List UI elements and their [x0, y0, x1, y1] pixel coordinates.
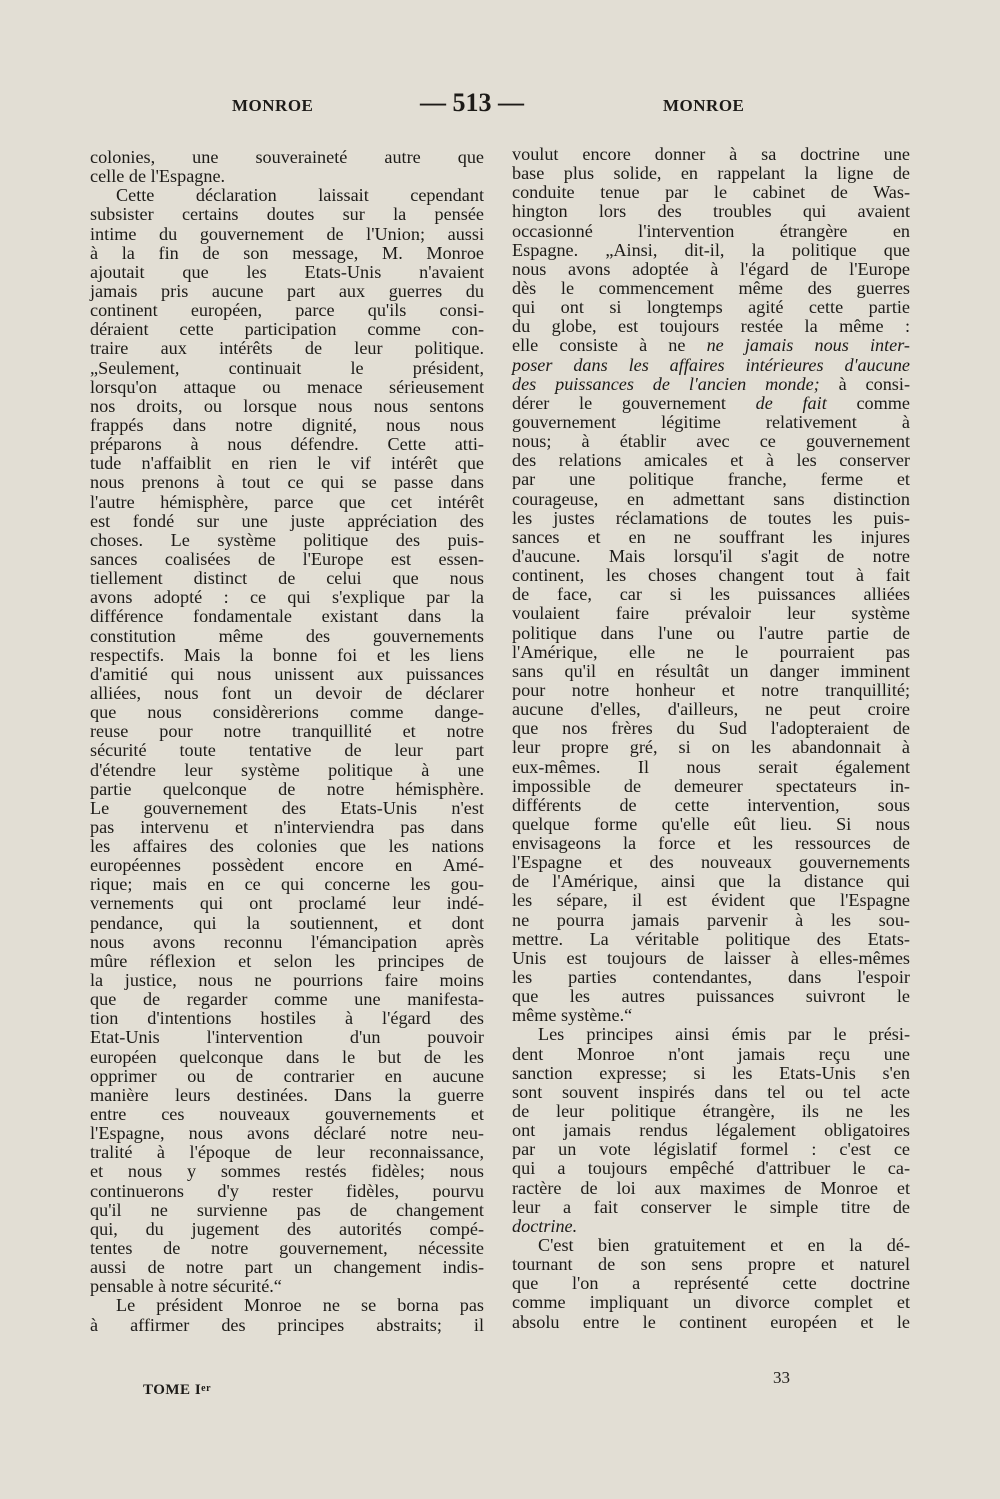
text-line	[512, 509, 910, 528]
text-run: occasionné l'intervention étrangère en	[512, 220, 910, 241]
text-run: elle consiste à ne	[512, 335, 707, 356]
text-run: pensable à notre sécurité.“	[90, 1276, 282, 1297]
text-run: continent, les choses changent tout à fait	[512, 565, 910, 586]
text-line	[90, 1316, 484, 1335]
text-run: sont souvent inspirés dans tel ou tel acte	[512, 1081, 910, 1102]
text-line	[90, 359, 484, 378]
text-run: préparons à nous défendre. Cette atti-	[90, 434, 484, 455]
text-run: ne pourra jamais parvenir à les sou-	[512, 909, 910, 930]
text-line	[90, 1201, 484, 1220]
text-run: et nous y sommes restés fidèles; nous	[90, 1161, 484, 1182]
text-line	[90, 1296, 484, 1315]
text-run: l'Espagne, nous avons déclaré notre neu-	[90, 1123, 484, 1144]
text-run: subsister certains doutes sur la pensée	[90, 204, 484, 225]
text-line	[90, 339, 484, 358]
text-run: qui, du jugement des autorités compé-	[90, 1218, 484, 1239]
text-line	[512, 815, 910, 834]
text-line	[90, 627, 484, 646]
text-line	[90, 167, 484, 186]
text-run: courageuse, en admettant sans distinction	[512, 488, 910, 509]
text-run: l'Espagne et des nouveaux gouvernements	[512, 852, 910, 873]
text-run: Espagne. „Ainsi, dit-il, la politique que	[512, 239, 910, 260]
text-run: voulaient faire prévaloir leur système	[512, 603, 910, 624]
text-run: Le président Monroe ne se borna pas	[116, 1295, 484, 1316]
text-run: vernements qui ont proclamé leur indé-	[90, 893, 484, 914]
text-run: différents de cette intervention, sous	[512, 794, 910, 815]
text-run: qui ont si longtemps agité cette partie	[512, 297, 910, 318]
text-line	[90, 1162, 484, 1181]
text-line	[512, 872, 910, 891]
text-line	[512, 1217, 910, 1236]
text-run: aussi de notre part un changement indis-	[90, 1257, 484, 1278]
text-run: envisageons la force et les ressources de	[512, 833, 910, 854]
text-line	[512, 681, 910, 700]
text-run: continent européen, parce qu'ils consi-	[90, 300, 484, 321]
text-line	[512, 891, 910, 910]
text-line	[90, 665, 484, 684]
text-line	[90, 205, 484, 224]
text-line	[90, 761, 484, 780]
text-run: continuerons d'y rester fidèles, pourvu	[90, 1180, 484, 1201]
text-run: sances coalisées de l'Europe est essen-	[90, 548, 484, 569]
text-run: Les principes ainsi émis par le prési-	[538, 1024, 910, 1045]
text-run: voulut encore donner à sa doctrine une	[512, 144, 910, 164]
text-line	[512, 222, 910, 241]
text-line	[512, 1140, 910, 1159]
running-header	[0, 88, 1000, 128]
text-line	[90, 894, 484, 913]
italic-run: ne jamais nous inter-	[706, 335, 910, 356]
text-run: que les autres puissances suivront le	[512, 986, 910, 1007]
text-line	[90, 646, 484, 665]
text-run: Cette déclaration laissait cependant	[116, 185, 484, 206]
text-run: rique; mais en ce qui concerne les gou-	[90, 874, 484, 895]
italic-run: poser dans les affaires intérieures d'aucune	[512, 354, 910, 375]
text-line	[512, 413, 910, 432]
text-line	[90, 1028, 484, 1047]
text-run: Etat-Unis l'intervention d'un pouvoir	[90, 1027, 484, 1048]
text-run: reuse pour notre tranquillité et notre	[90, 721, 484, 742]
text-run: absolu entre le continent européen et le	[512, 1311, 910, 1332]
text-line	[90, 148, 484, 167]
text-run: pas intervenu et n'interviendra pas dans	[90, 816, 484, 837]
text-line	[90, 933, 484, 952]
text-line	[90, 1143, 484, 1162]
text-run: intime du gouvernement de l'Union; aussi	[90, 223, 484, 244]
text-line	[512, 394, 910, 413]
text-line	[90, 301, 484, 320]
text-line	[90, 952, 484, 971]
text-line	[90, 1105, 484, 1124]
text-line	[90, 1124, 484, 1143]
text-run: traire aux intérêts de leur politique.	[90, 338, 484, 359]
text-line	[512, 566, 910, 585]
text-line	[90, 435, 484, 454]
header-left-title: MONROE	[232, 96, 314, 115]
italic-run: des puissances de l'ancien monde;	[512, 373, 820, 394]
text-line	[512, 528, 910, 547]
text-run: ajoutait que les Etats-Unis n'avaient	[90, 261, 484, 282]
text-run: avons adopté : ce qui s'explique par la	[90, 587, 484, 608]
text-run: quelque forme qu'elle eût lieu. Si nous	[512, 813, 910, 834]
text-run: choses. Le système politique des puis-	[90, 529, 484, 550]
text-run: lorsqu'on attaque ou menace sérieusement	[90, 376, 484, 397]
text-run: respectifs. Mais la bonne foi et les liens	[90, 644, 484, 665]
header-right-title: MONROE	[663, 96, 745, 115]
text-run: tentes de notre gouvernement, nécessite	[90, 1238, 484, 1259]
text-run: européen quelconque dans le but de les	[90, 1046, 484, 1067]
text-run: les justes réclamations de toutes les puis-	[512, 507, 910, 528]
text-run: que de regarder comme une manifesta-	[90, 989, 484, 1010]
text-run: nos droits, ou lorsque nous nous sentons	[90, 395, 484, 416]
text-run: tralité à l'époque de leur reconnaissance,	[90, 1142, 484, 1163]
text-line	[512, 490, 910, 509]
text-line	[90, 741, 484, 760]
text-line	[512, 834, 910, 853]
italic-run: doctrine.	[512, 1215, 578, 1236]
text-run: déraient cette participation comme con-	[90, 319, 484, 340]
text-line	[512, 700, 910, 719]
text-run: tude n'affaiblit en rien le vif intérêt que	[90, 453, 484, 474]
text-line	[90, 225, 484, 244]
text-line	[90, 1258, 484, 1277]
text-run: la justice, nous ne pourrions faire moins	[90, 970, 484, 991]
text-line	[90, 569, 484, 588]
volume-label-sup: er	[201, 1383, 212, 1394]
left-text-column	[90, 148, 484, 1335]
text-line	[512, 853, 910, 872]
text-run: nous prenons à tout ce qui se passe dans	[90, 472, 484, 493]
text-run: nous avons reconnu l'émancipation après	[90, 931, 484, 952]
text-run: pendance, qui la soutiennent, et dont	[90, 912, 484, 933]
text-run: de leur politique étrangère, ils ne les	[512, 1101, 910, 1122]
text-run: les parties contendantes, dans l'espoir	[512, 967, 910, 988]
text-line	[512, 1313, 910, 1332]
text-line	[512, 145, 910, 164]
text-run: d'aucune. Mais lorsqu'il s'agit de notre	[512, 545, 910, 566]
text-line	[90, 454, 484, 473]
text-line	[512, 1102, 910, 1121]
text-line	[90, 588, 484, 607]
text-line	[512, 1045, 910, 1064]
text-run: même système.“	[512, 1005, 633, 1026]
text-run: alliées, nous font un devoir de déclarer	[90, 682, 484, 703]
text-line	[512, 1121, 910, 1140]
text-run: hington lors des troubles qui avaient	[512, 201, 910, 222]
text-line	[512, 758, 910, 777]
text-line	[512, 777, 910, 796]
text-line	[512, 719, 910, 738]
text-run: à consi-	[819, 373, 910, 394]
text-run: impossible de demeurer spectateurs in-	[512, 775, 910, 796]
text-line	[90, 875, 484, 894]
text-run: opprimer ou de contrarier en aucune	[90, 1065, 484, 1086]
text-line	[90, 684, 484, 703]
text-run: frappés dans notre dignité, nous nous	[90, 414, 484, 435]
text-line	[512, 624, 910, 643]
text-line	[512, 1159, 910, 1178]
text-line	[512, 643, 910, 662]
text-run: nous; à établir avec ce gouvernement	[512, 431, 910, 452]
text-line	[512, 1236, 910, 1255]
text-run: C'est bien gratuitement et en la dé-	[538, 1235, 910, 1256]
text-line	[512, 1064, 910, 1083]
italic-run: de fait	[755, 392, 827, 413]
text-line	[512, 949, 910, 968]
text-line	[90, 799, 484, 818]
text-line	[512, 662, 910, 681]
text-line	[90, 1067, 484, 1086]
text-run: de face, car si les puissances alliées	[512, 584, 910, 605]
text-run: gouvernement légitime relativement à	[512, 411, 910, 432]
text-line	[90, 1277, 484, 1296]
sheet-signature-number: 33	[773, 1368, 790, 1387]
text-run: des relations amicales et à les conserver	[512, 450, 910, 471]
text-run: mûre réflexion et selon les principes de	[90, 950, 484, 971]
text-run: constitution même des gouvernements	[90, 625, 484, 646]
text-line	[512, 241, 910, 260]
text-line	[512, 1293, 910, 1312]
text-line	[512, 547, 910, 566]
text-line	[512, 183, 910, 202]
text-run: jamais pris aucune part aux guerres du	[90, 280, 484, 301]
text-line	[512, 968, 910, 987]
text-line	[512, 1274, 910, 1293]
text-line	[90, 1239, 484, 1258]
text-run: base plus solide, en rappelant la ligne de	[512, 163, 910, 184]
text-run: Le gouvernement des Etats-Unis n'est	[90, 797, 484, 818]
text-line	[90, 416, 484, 435]
text-line	[512, 738, 910, 757]
text-line	[512, 317, 910, 336]
text-line	[512, 1083, 910, 1102]
text-run: entre ces nouveaux gouvernements et	[90, 1104, 484, 1125]
text-run: partie quelconque de notre hémisphère.	[90, 778, 484, 799]
text-line	[512, 470, 910, 489]
text-run: est fondé sur une juste appréciation des	[90, 510, 484, 531]
text-run: dès le commencement même des guerres	[512, 277, 910, 298]
text-line	[512, 298, 910, 317]
text-run: Unis est toujours de laisser à elles-mêmes	[512, 947, 910, 968]
text-line	[512, 356, 910, 375]
text-line	[512, 375, 910, 394]
text-line	[512, 279, 910, 298]
text-run: colonies, une souveraineté autre que	[90, 147, 484, 167]
text-run: l'Amérique, elle ne le pourraient pas	[512, 641, 910, 662]
text-line	[512, 930, 910, 949]
text-run: que nous considèrerions comme dange-	[90, 702, 484, 723]
text-line	[512, 1006, 910, 1025]
text-run: à affirmer des principes abstraits; il	[90, 1314, 484, 1335]
text-run: du globe, est toujours restée la même :	[512, 316, 910, 337]
text-line	[90, 397, 484, 416]
text-run: eux-mêmes. Il nous serait également	[512, 756, 910, 777]
text-run: leur a fait conserver le simple titre de	[512, 1196, 910, 1217]
text-run: tournant de son sens propre et naturel	[512, 1254, 910, 1275]
text-run: conduite tenue par le cabinet de Was-	[512, 182, 910, 203]
text-run: aucune d'elles, d'ailleurs, ne peut croire	[512, 699, 910, 720]
text-run: dérer le gouvernement	[512, 392, 756, 413]
text-line	[512, 987, 910, 1006]
text-line	[90, 512, 484, 531]
text-run: européennes possèdent encore en Amé-	[90, 855, 484, 876]
text-line	[90, 473, 484, 492]
text-run: d'étendre leur système politique à une	[90, 759, 484, 780]
text-line	[512, 451, 910, 470]
text-line	[512, 1255, 910, 1274]
volume-signature	[143, 1382, 211, 1399]
text-run: tion d'intentions hostiles à l'égard des	[90, 1008, 484, 1029]
text-run: comme	[826, 392, 910, 413]
text-line	[512, 796, 910, 815]
text-line	[512, 1198, 910, 1217]
text-run: d'amitié qui nous unissent aux puissances	[90, 663, 484, 684]
text-run: ont jamais rendus légalement obligatoires	[512, 1120, 910, 1141]
text-run: qu'il ne survienne pas de changement	[90, 1199, 484, 1220]
text-line	[512, 585, 910, 604]
text-run: sanction expresse; si les Etats-Unis s'en	[512, 1062, 910, 1083]
text-line	[512, 604, 910, 623]
text-line	[90, 990, 484, 1009]
text-line	[90, 244, 484, 263]
text-line	[90, 320, 484, 339]
volume-label: TOME I	[143, 1382, 202, 1398]
text-line	[90, 493, 484, 512]
text-run: les affaires des colonies que les nations	[90, 836, 484, 857]
text-run: politique dans l'une ou l'autre partie de	[512, 622, 910, 643]
text-run: par une politique franche, ferme et	[512, 469, 910, 490]
text-line	[90, 1009, 484, 1028]
text-line	[90, 1086, 484, 1105]
text-run: de l'Amérique, ainsi que la distance qui	[512, 871, 910, 892]
text-run: mettre. La véritable politique des Etats-	[512, 928, 910, 949]
text-line	[90, 914, 484, 933]
text-run: à la fin de son message, M. Monroe	[90, 242, 484, 263]
text-line	[90, 837, 484, 856]
text-run: sances et en ne souffrant les injures	[512, 526, 910, 547]
text-line	[90, 282, 484, 301]
text-line	[512, 911, 910, 930]
text-line	[512, 1025, 910, 1044]
text-line	[90, 607, 484, 626]
text-line	[90, 856, 484, 875]
text-line	[90, 1220, 484, 1239]
text-line	[512, 336, 910, 355]
text-line	[90, 818, 484, 837]
text-run: dent Monroe n'ont jamais reçu une	[512, 1043, 910, 1064]
text-line	[512, 260, 910, 279]
text-run: tiellement distinct de celui que nous	[90, 568, 484, 589]
text-run: l'autre hémisphère, parce que cet intérêt	[90, 491, 484, 512]
text-line	[90, 1182, 484, 1201]
text-run: par un vote législatif formel : c'est ce	[512, 1139, 910, 1160]
text-run: pour notre honheur et notre tranquillité;	[512, 679, 910, 700]
text-line	[90, 531, 484, 550]
text-line	[90, 378, 484, 397]
text-run: „Seulement, continuait le président,	[90, 357, 484, 378]
text-run: sans qu'il en résultât un danger imminent	[512, 660, 910, 681]
text-run: sécurité toute tentative de leur part	[90, 740, 484, 761]
text-line	[512, 164, 910, 183]
text-run: leur propre gré, si on les abandonnait à	[512, 737, 910, 758]
text-run: celle de l'Espagne.	[90, 166, 226, 187]
text-run: que nos frères du Sud l'adopteraient de	[512, 718, 910, 739]
text-run: qui a toujours empêché d'attribuer le ca-	[512, 1158, 910, 1179]
text-line	[90, 186, 484, 205]
page-number-header: — 513 —	[420, 88, 524, 117]
text-line	[90, 971, 484, 990]
text-line	[90, 780, 484, 799]
text-run: nous avons adoptée à l'égard de l'Europe	[512, 258, 910, 279]
text-run: manière leurs destinées. Dans la guerre	[90, 1084, 484, 1105]
text-line	[512, 432, 910, 451]
text-line	[90, 550, 484, 569]
text-run: les sépare, il est évident que l'Espagne	[512, 890, 910, 911]
text-line	[512, 1179, 910, 1198]
text-line	[512, 202, 910, 221]
text-run: que l'on a représenté cette doctrine	[512, 1273, 910, 1294]
text-line	[90, 722, 484, 741]
right-text-column	[512, 145, 910, 1332]
text-line	[90, 1048, 484, 1067]
text-run: ractère de loi aux maximes de Monroe et	[512, 1177, 910, 1198]
text-run: comme impliquant un divorce complet et	[512, 1292, 910, 1313]
text-line	[90, 263, 484, 282]
text-line	[90, 703, 484, 722]
text-run: différence fondamentale existant dans la	[90, 606, 484, 627]
